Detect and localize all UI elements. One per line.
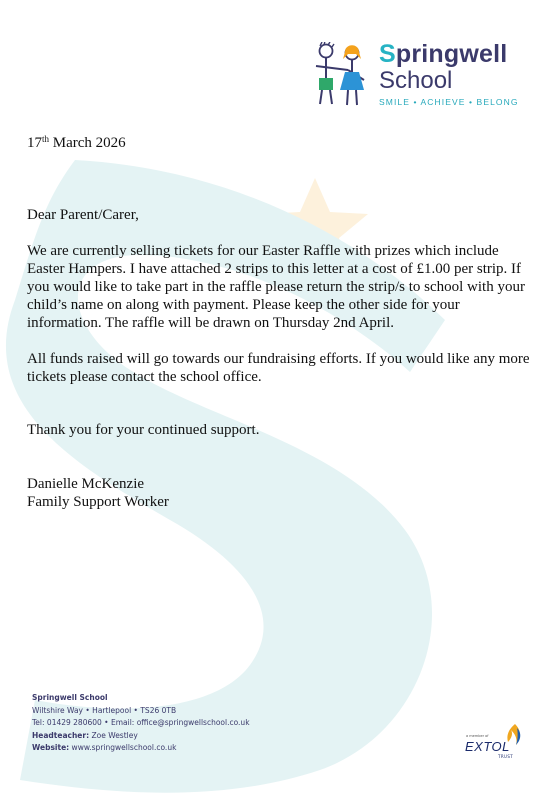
footer-website: Website: www.springwellschool.co.uk xyxy=(32,743,177,752)
school-logo xyxy=(306,40,526,112)
trust-member-text: a member of xyxy=(466,734,489,738)
closing-line: Thank you for your continued support. xyxy=(27,422,260,438)
body-paragraph-1: We are currently selling tickets for our Easter Raffle with prizes which include Easter Hampers. I have attached 2 strips to this letter at a cost of £1.00 per strip. If you would like to take part in the raffle please return the strip/s to school with your child’s name on along with payment. Please keep the other side for your information. The raffle will be drawn on Thursday 2nd April. xyxy=(27,243,525,331)
letter-date: 17th March 2026 xyxy=(27,134,126,151)
salutation: Dear Parent/Carer, xyxy=(27,207,139,223)
school-tagline: SMILE • ACHIEVE • BELONG xyxy=(379,97,519,107)
trust-word: TRUST xyxy=(498,754,514,759)
body-paragraph-2: All funds raised will go towards our fundraising efforts. If you would like any more tickets please contact the school office. xyxy=(27,351,530,385)
school-name: Springwell xyxy=(379,40,508,68)
school-word: School xyxy=(379,67,453,94)
children-logo-icon xyxy=(308,42,374,112)
extol-trust-logo xyxy=(462,724,530,774)
signer-name: Danielle McKenzie xyxy=(27,476,145,492)
footer-address: Wiltshire Way • Hartlepool • TS26 0TB xyxy=(32,705,177,715)
footer-contact: Tel: 01429 280600 • Email: office@springwellschool.co.uk xyxy=(32,718,250,727)
trust-name: EXTOL xyxy=(465,739,510,754)
footer-school-name: Springwell School xyxy=(32,693,108,702)
signer-role: Family Support Worker xyxy=(27,494,169,510)
footer-headteacher: Headteacher: Zoe Westley xyxy=(32,730,138,740)
footer-contact-block xyxy=(32,692,250,755)
